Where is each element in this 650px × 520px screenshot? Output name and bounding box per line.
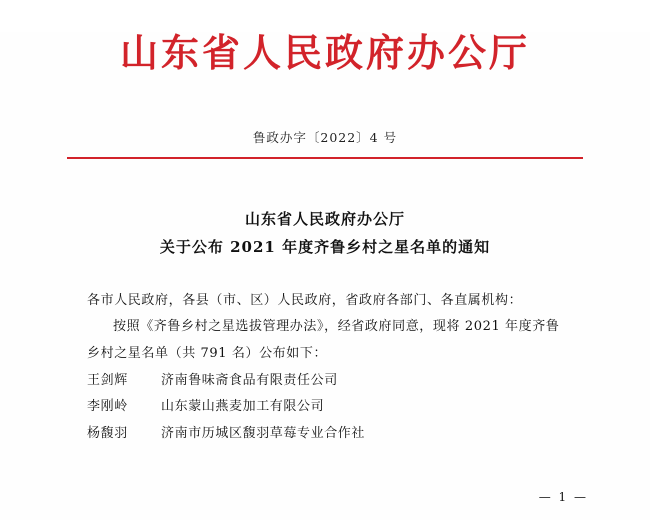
body-paragraph-addressees: 各市人民政府，各县（市、区）人民政府，省政府各部门、各直属机构：: [87, 292, 523, 308]
document-number: 鲁政办字〔2022〕4 号: [252, 129, 398, 145]
list-item: [87, 394, 563, 421]
body-paragraph-announcement: 按照《齐鲁乡村之星选拔管理办法》，经省政府同意，现将 2021 年度齐鲁乡村之星名单（共 791 名）公布如下：: [87, 319, 560, 362]
entry-organization: 济南市历城区馥羽草莓专业合作社: [161, 426, 366, 441]
title-subject: 关于公布 2021 年度齐鲁乡村之星名单的通知: [159, 238, 491, 257]
entry-organization: 济南鲁味斋食品有限责任公司: [161, 372, 338, 388]
entry-name: 王剑辉: [87, 372, 128, 388]
page-number: — 1 —: [538, 490, 588, 504]
masthead-title: 山东省人民政府办公厅: [119, 30, 530, 75]
entry-name: 李刚岭: [87, 399, 128, 415]
document-page: [0, 32, 650, 520]
red-divider-rule: [67, 157, 583, 159]
entry-name: 杨馥羽: [87, 426, 128, 441]
list-item: [87, 368, 563, 395]
document-body: [87, 288, 563, 448]
title-block: [0, 205, 650, 262]
title-issuer: 山东省人民政府办公厅: [244, 209, 405, 228]
entry-organization: 山东蒙山燕麦加工有限公司: [161, 399, 325, 415]
list-item: [87, 421, 563, 448]
